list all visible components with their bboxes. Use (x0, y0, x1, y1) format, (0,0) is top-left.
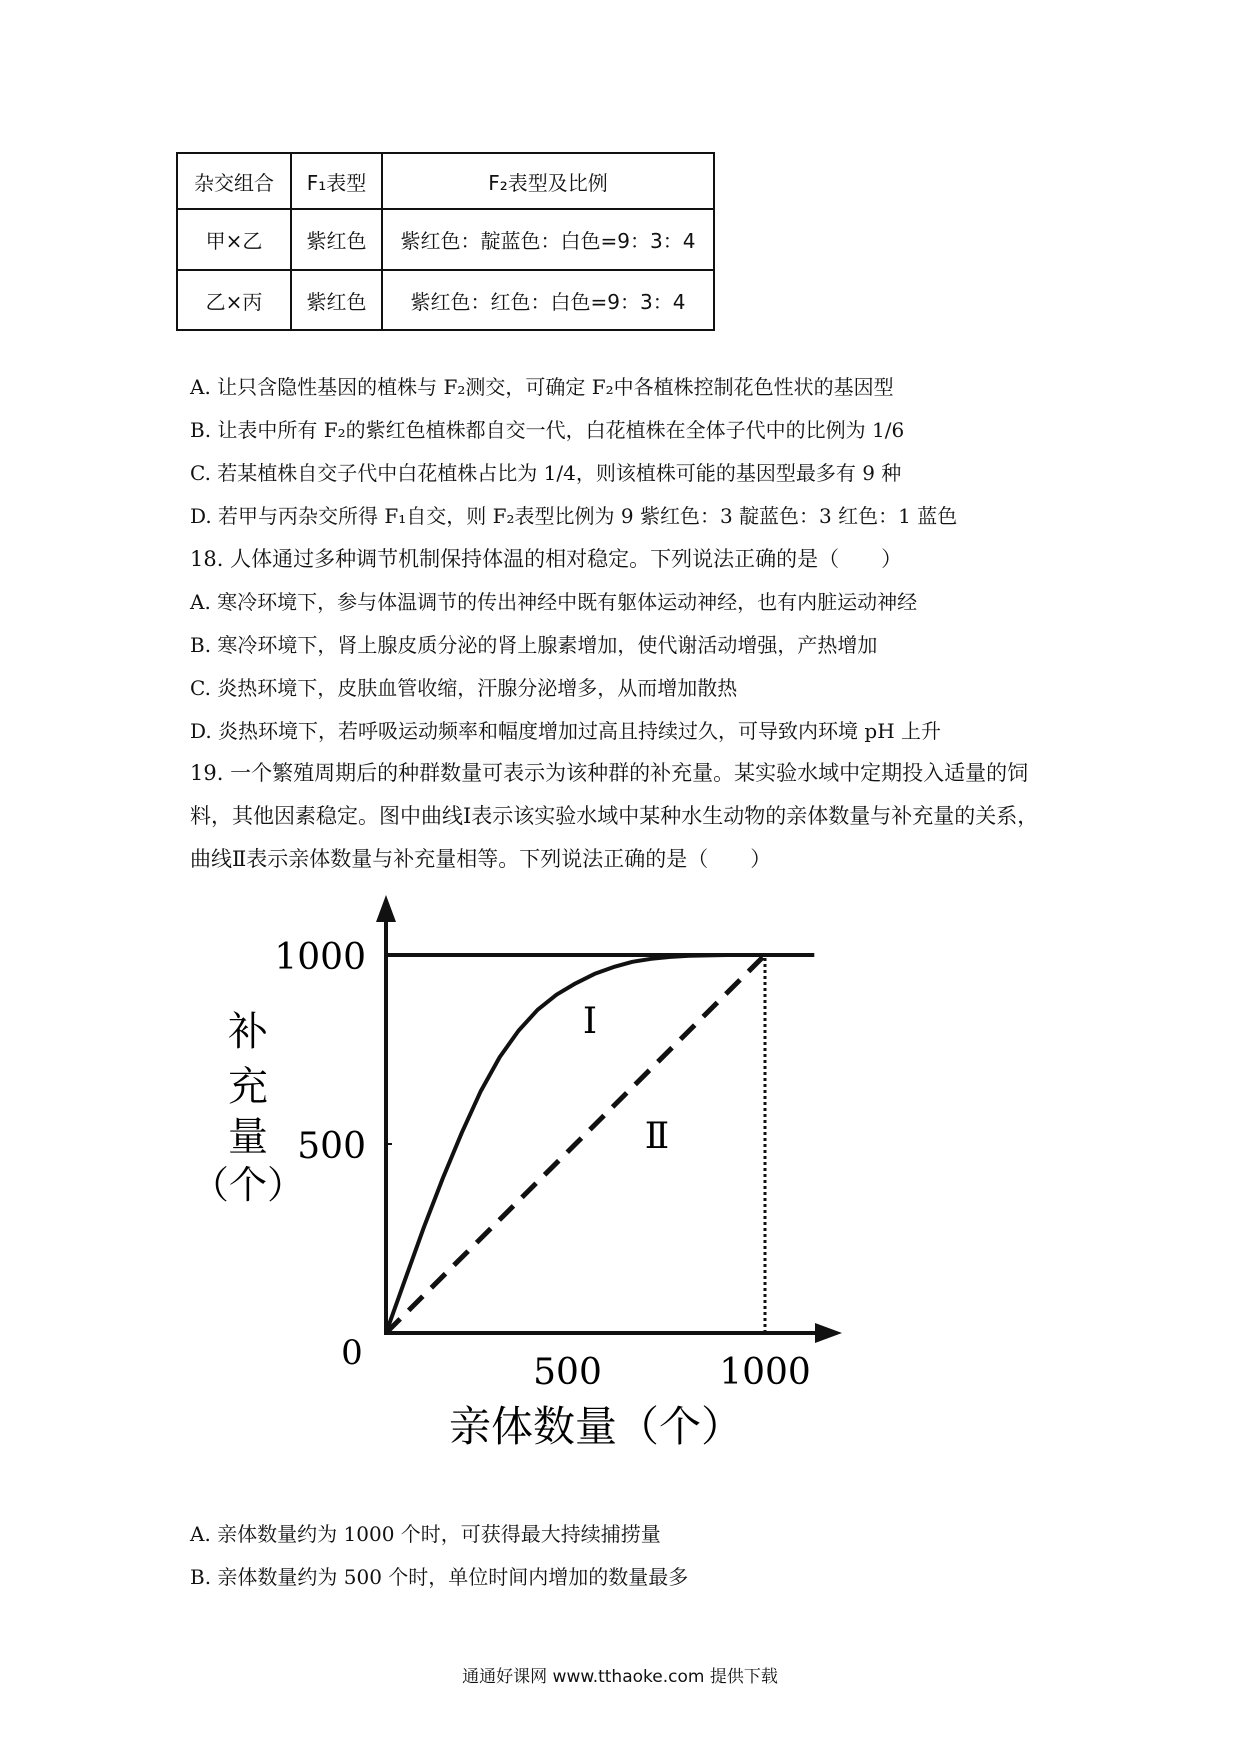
x-axis-arrow (815, 1323, 842, 1343)
q19-stem-line-1: 19. 一个繁殖周期后的种群数量可表示为该种群的补充量。某实验水域中定期投入适量的饲 (190, 761, 1029, 785)
series-line-II (386, 955, 765, 1333)
y-axis-label-part: 补 (228, 1009, 268, 1055)
q17-option-b: B. 让表中所有 F₂的紫红色植株都自交一代，白花植株在全体子代中的比例为 1/6 (190, 418, 905, 442)
table-cell: 乙×丙 (177, 270, 291, 330)
table-cell: 紫红色：红色：白色=9：3：4 (382, 270, 714, 330)
table-header-cell: 杂交组合 (177, 153, 291, 209)
y-tick-label: 1000 (274, 937, 366, 978)
y-axis-label-part: 量 (228, 1114, 268, 1160)
y-axis-label-part: （个） (190, 1163, 306, 1207)
series-label-I: Ⅰ (582, 1001, 598, 1042)
q19-stem-line-3: 曲线Ⅱ表示亲体数量与补充量相等。下列说法正确的是（ ） (190, 847, 772, 871)
table-cell: 甲×乙 (177, 209, 291, 270)
q18-option-d: D. 炎热环境下，若呼吸运动频率和幅度增加过高且持续过久，可导致内环境 pH 上升 (190, 719, 941, 743)
q18-option-c: C. 炎热环境下，皮肤血管收缩，汗腺分泌增多，从而增加散热 (190, 676, 738, 700)
table-header-cell: F₁表型 (291, 153, 382, 209)
series-label-II: Ⅱ (644, 1116, 670, 1157)
table-cell: 紫红色 (291, 209, 382, 270)
table-cell: 紫红色 (291, 270, 382, 330)
origin-label: 0 (341, 1333, 363, 1373)
q19-option-b: B. 亲体数量约为 500 个时，单位时间内增加的数量最多 (190, 1565, 689, 1589)
y-axis-arrow (376, 895, 396, 922)
x-axis-label: 亲体数量（个） (448, 1402, 744, 1451)
q17-option-a: A. 让只含隐性基因的植株与 F₂测交，可确定 F₂中各植株控制花色性状的基因型 (190, 375, 894, 399)
table-header-cell: F₂表型及比例 (382, 153, 714, 209)
q19-option-a: A. 亲体数量约为 1000 个时，可获得最大持续捕捞量 (190, 1522, 661, 1546)
y-tick-label: 500 (297, 1126, 366, 1167)
q17-option-d: D. 若甲与丙杂交所得 F₁自交，则 F₂表型比例为 9 紫红色：3 靛蓝色：3 红色：1 蓝色 (190, 504, 958, 528)
x-tick-label: 500 (533, 1352, 602, 1393)
x-tick-label: 1000 (719, 1352, 811, 1393)
q18-option-b: B. 寒冷环境下，肾上腺皮质分泌的肾上腺素增加，使代谢活动增强，产热增加 (190, 633, 878, 657)
q17-option-c: C. 若某植株自交子代中白花植株占比为 1/4，则该植株可能的基因型最多有 9 种 (190, 461, 902, 485)
q18-stem: 18. 人体通过多种调节机制保持体温的相对稳定。下列说法正确的是（ ） (190, 547, 903, 571)
q18-option-a: A. 寒冷环境下，参与体温调节的传出神经中既有躯体运动神经，也有内脏运动神经 (190, 590, 918, 614)
page-footer: 通通好课网 www.tthaoke.com 提供下载 (462, 1667, 778, 1687)
y-axis-label-part: 充 (228, 1064, 268, 1110)
q19-stem-line-2: 料，其他因素稳定。图中曲线Ⅰ表示该实验水域中某种水生动物的亲体数量与补充量的关系， (190, 804, 1039, 828)
table-cell: 紫红色：靛蓝色：白色=9：3：4 (382, 209, 714, 270)
